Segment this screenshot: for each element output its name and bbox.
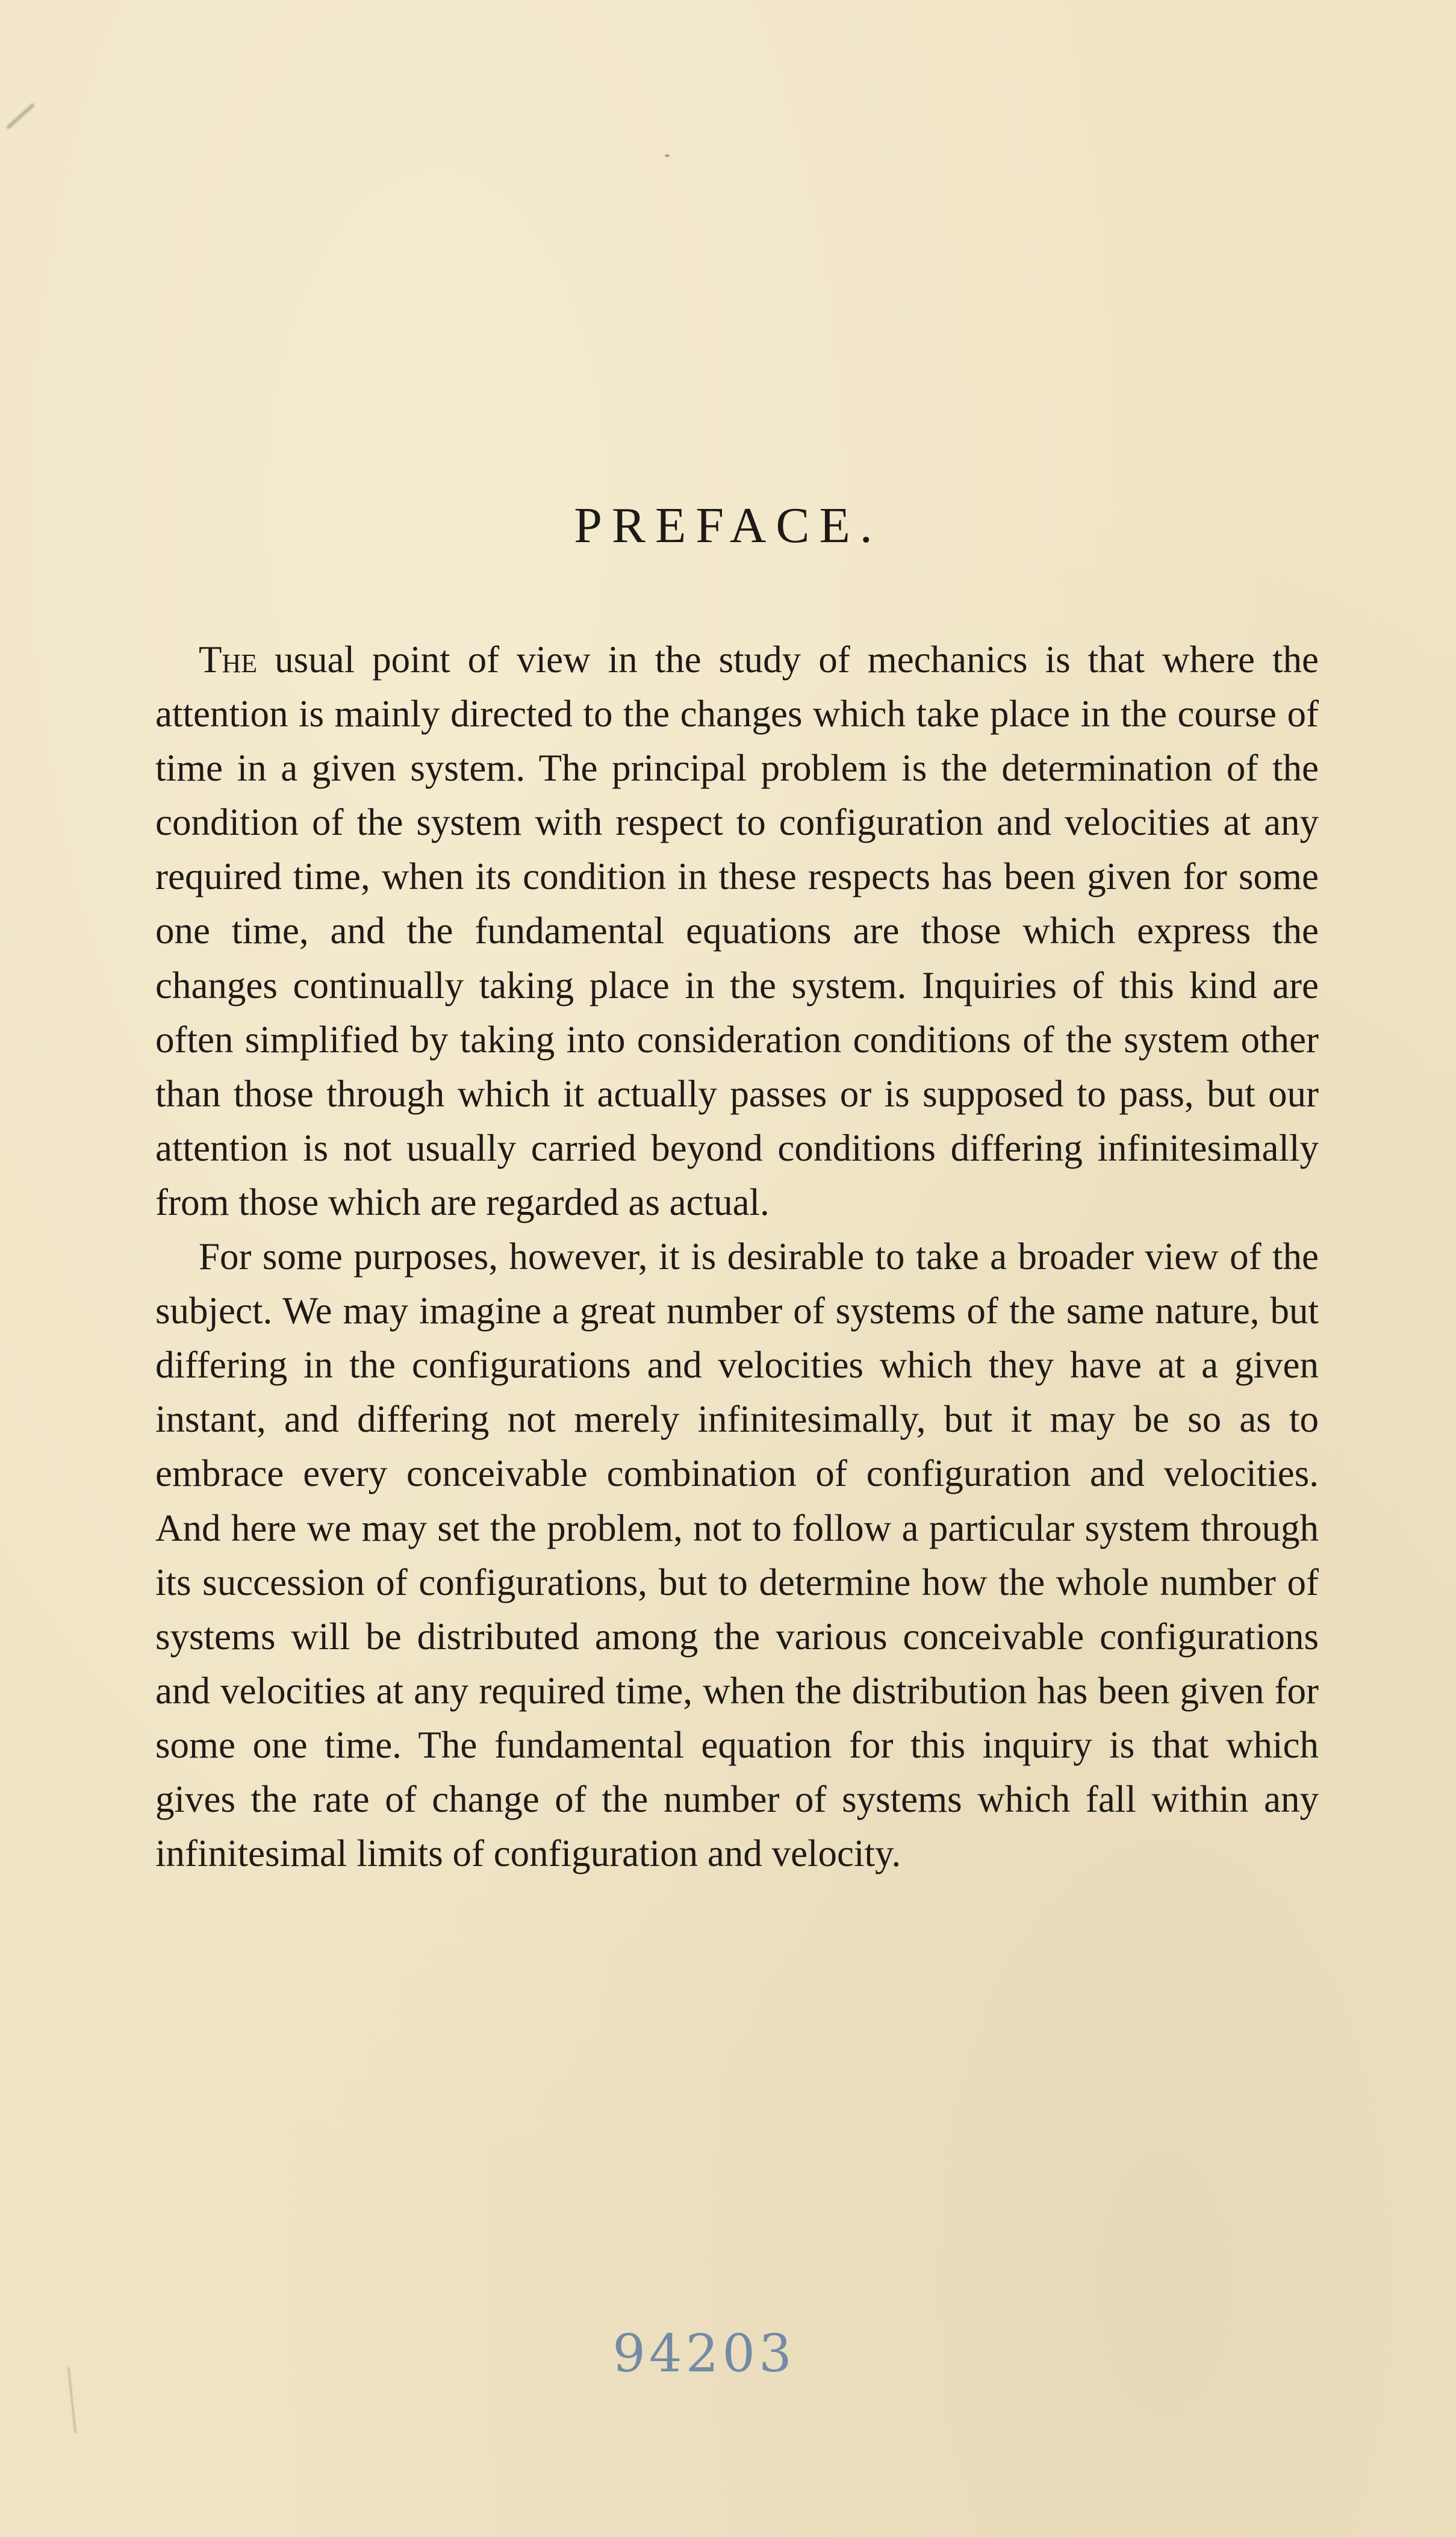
paragraph-1 xyxy=(155,632,1319,1229)
corner-pencil-mark xyxy=(6,103,36,130)
page-title: PREFACE. xyxy=(574,498,882,554)
paper-speck xyxy=(665,154,670,157)
paragraph-1-text: usual point of view in the study of mechanics is that where the attention is mainly directed to the changes which take place in the course of time in a given system. The principal problem is the determination of the condition of the system with respect to configuration and velocities at any required time, when its condition in these respects has been given for some one time, and the fundamental equations are those which express the changes continually taking place in the system. Inquiries of this kind are often simplified by taking into consideration conditions of the system other than those through which it actually passes or is supposed to pass, but our attention is not usually carried beyond conditions differing infinitesimally from those which are regarded as actual. xyxy=(155,638,1319,1223)
paragraph-lead-word: The xyxy=(199,638,258,681)
paragraph-2: For some purposes, however, it is desirable to take a broader view of the subject. We may imagine a great number of systems of the same nature, but differing in the configurations and velocities which they have at a given instant, and differing not merely infinitesimally, but it may be so as to embrace every conceivable combination of configuration and velocities. And here we may set the problem, not to follow a particular system through its succession of configurations, but to determine how the whole number of systems will be distributed among the various conceivable configurations and velocities at any required time, when the distribution has been given for some one time. The fundamental equation for this inquiry is that which gives the rate of change of the number of systems which fall within any infinitesimal limits of configuration and velocity. xyxy=(155,1235,1319,1875)
preface-body xyxy=(155,632,1319,1880)
library-stamp-number: 94203 xyxy=(612,2324,795,2384)
